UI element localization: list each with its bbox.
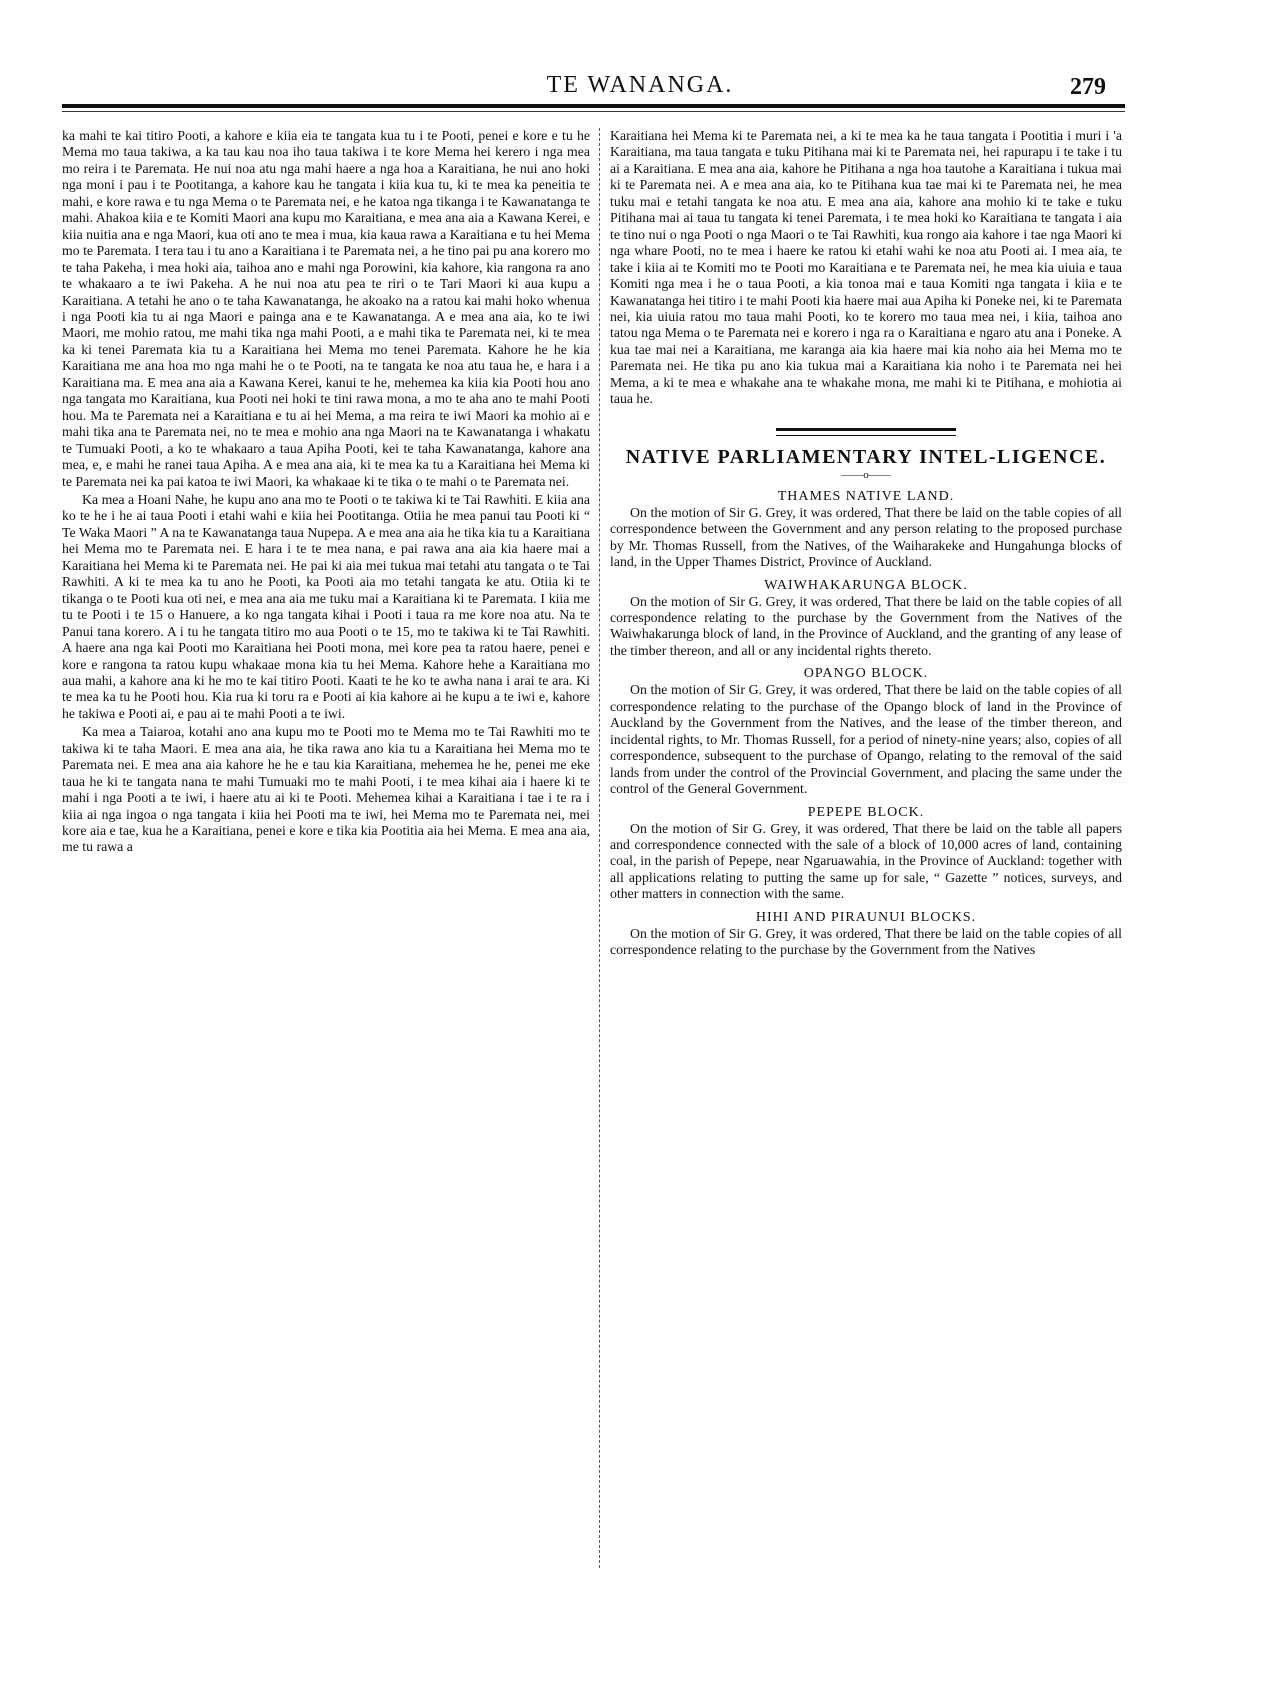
paragraph: Ka mea a Taiaroa, kotahi ano ana kupu mo te Pooti mo te Mema mo te Tai Rawhiti mo te takiwa ki te taha Maori. E mea ana aia, he tika rawa ano kia tu a Karaitiana hei Mema mo te Paremata nei. E mea ana aia kahore he he e tau kia Karaitiana, mehemea he he, penei me eke taua he ki te tangata nana te mahi Tumuaki mo te mahi Pooti, i te mea kihai aia i haere ki te mahi i nga Pooti a te iwi, i haere atu ai ki te Pooti. Mehemea kihai a Karaitiana i tae i te ra i kiia ai nga ingoa o nga tangata i kiia hei Pooti ma te iwi, hei Mema mo te Paremata nei, mei kore aia e tae, kua he a Karaitiana, penei e kore e tika kia Pootitia aia hei Mema. E mea ana aia, me tu rawa a bbox=[62, 724, 590, 855]
left-column bbox=[62, 128, 590, 856]
header-rule bbox=[62, 104, 1125, 108]
paragraph: Ka mea a Hoani Nahe, he kupu ano ana mo te Pooti o te takiwa ki te Tai Rawhiti. E kiia ana ko te he i he ai taua Pooti i etahi wahi e kiia hei Pootitanga. Otiia he mea panui tau Pooti ki “ Te Waka Maori ” A na te Kawanatanga taua Nupepa. A e mea ana aia he tika kia tu a Karaitiana hei Mema mo te Paremata nei. E hara i te te mea nana, e pai rawa ana aia kia haere mai a Karaitiana hei Mema ki te Paremata nei. He pai ki aia mei tukua mai tetahi atu tangata o te Tai Rawhiti. A ki te mea ka tu ano he Pooti, ka Pooti aia mo tetahi tangata ke atu. Otiia ki te tikanga o te Pooti kua oti nei, e mea ana aia me tuku mai a Karaitiana ki te Paremata. I kiia me tu te Pooti i te 15 o Hanuere, a ko nga tangata kihai i Pooti i taua ra me kore noa atu. Na te Panui tana korero. A i tu he tangata titiro mo aua Pooti o te 15, mo te takiwa ki te Tai Rawhiti. A haere ana nga kai Pooti mo Karaitiana hei Pooti mona, mei kore pea ta ratou haere, penei e kore e rangona ta ratou kupu whakaae mona kia tu hei Mema. Kahore hehe a Karaitiana mo aua mahi, a kahore ana ki he mo te kai titiro Pooti. Kaati te he ko te awha nana i arai te ara. Ki te mea ka tu he Pooti hou. Kia rua ki toru ra e Pooti ai kia kahore ai he kupu a te iwi e, kahore he takiwa e Pooti ai, e pau ai te mahi Pooti a te iwi. bbox=[62, 491, 590, 721]
right-column bbox=[610, 128, 1122, 959]
subheading: THAMES NATIVE LAND. bbox=[777, 488, 955, 504]
paragraph: On the motion of Sir G. Grey, it was ordered, That there be laid on the table copies of all correspondence relating to the purchase by the Government from the Natives bbox=[610, 925, 1122, 958]
paragraph: Karaitiana hei Mema ki te Paremata nei, a ki te mea ka he taua tangata i Pootitia i muri i 'a Karaitiana, ma taua tangata e tuku Pitihana mai ki te Paremata nei, hei rapurapu i te take i tu ai a Karaitiana. E mea ana aia, kahore he Pitihana a nga hoa tautohe a Karaitiana i tukua mai ki te Paremata nei. A e mea ana aia, ko te Pitihana kua tae mai ki te Paremata nei, he mea tuku mai e tetahi tangata ke noa atu. E mea ana aia, kahore ana mohio ki te take e tuku Pitihana mai ai taua tu tangata ki tenei Paremata, i te mea hoki ko Karaitiana te tangata i aia te tino nui o nga Pooti o nga Maori o te Tai Rawhiti, kua rongo aia kahore i tae nga Maori ki nga whare Pooti, no te mea i haere ke ratou ki etahi wahi ke noa atu Pooti ai. I mea aia, te take i kiia ai te Komiti mo te Pooti mo Karaitiana e te Paremata nei, he mea kia uiuia e taua Komiti nga mea i he o taua Pooti, a kia tonoa mai e taua Komiti nga tangata i kiia e te Kawanatanga hei titiro i te mahi Pooti kia haere mai aua Apiha ki Poneke nei, ki te Paremata nei, kia uiuia ratou mo taua mahi Pooti, ko te korero mo taua mea nei, i kiia, taihoa ano tatou nga Mema o te Paremata nei e korero i nga ra o Karaitiana e ngaro atu ana i Poneke. A kua tae mai nei a Karaitiana, me karanga aia kia haere mai kia noho aia hei Mema mo te Paremata nei. He tika pu ano kia tukua mai a Karaitiana kia noho i te Paremata nei hei Mema, a ki te mea e whakahe ana te whakahe mona, me mahi ki te Pitihana, e mohiotia ai taua he. bbox=[610, 128, 1122, 407]
subheading: HIHI AND PIRAUNUI BLOCKS. bbox=[755, 909, 977, 925]
page-number: 279 bbox=[1070, 74, 1106, 100]
paragraph: On the motion of Sir G. Grey, it was ordered, That there be laid on the table all papers and correspondence connected with the sale of a block of 10,000 acres of land, containing coal, in the parish of Pepepe, near Ngaruawahia, in the Province of Auckland: together with all applications relating to putting the same up for sale, “ Gazette ” notices, surveys, and other matters in connection with the same. bbox=[610, 820, 1122, 902]
subheading: OPANGO BLOCK. bbox=[803, 666, 929, 682]
masthead-title: TE WANANGA. bbox=[546, 72, 734, 98]
header-rule-thin bbox=[62, 111, 1125, 112]
paragraph: On the motion of Sir G. Grey, it was ordered, That there be laid on the table copies of all correspondence relating to the purchase by the Government from the Natives of the Waiwhakarunga block of land, in the Province of Auckland, and the granting of any lease of the timber thereon, and all or any incidental rights thereto. bbox=[610, 593, 1122, 658]
subheading: PEPEPE BLOCK. bbox=[807, 804, 925, 820]
subheading: WAIWHAKARUNGA BLOCK. bbox=[764, 577, 968, 593]
paragraph: On the motion of Sir G. Grey, it was ordered, That there be laid on the table copies of all correspondence relating to the purchase of the Opango block of land in the Province of Auckland by the Government from the Natives, and the lease of the timber thereon, and incidental rights, to Mr. Thomas Russell, for a period of ninety-nine years; also, copies of all correspondence, subsequent to the purchase of Opango, relating to the removal of the said lands from under the control of the Provincial Government, and placing the same under the control of the General Government. bbox=[610, 682, 1122, 797]
section-heading: NATIVE PARLIAMENTARY INTEL-LIGENCE. bbox=[625, 445, 1107, 468]
section-rule bbox=[776, 428, 956, 436]
paragraph: On the motion of Sir G. Grey, it was ordered, That there be laid on the table copies of all correspondence between the Government and any person relating to the proposed purchase by Mr. Thomas Russell, from the Natives, of the Waiharakeke and Hungahunga blocks of land, in the Upper Thames District, Province of Auckland. bbox=[610, 504, 1122, 570]
column-divider bbox=[599, 128, 600, 1568]
ornament: ——o—— bbox=[841, 468, 891, 481]
paragraph: ka mahi te kai titiro Pooti, a kahore e kiia eia te tangata kua tu i te Pooti, penei e kore e tu he Mema mo taua takiwa, a ka tau kau noa iho taua takiwa i te kore Mema hei kerero i nga mea mo reira i te Paremata. He nui noa atu nga mahi haere a nga hoa a Karaitiana, he nui ano hoki nga moni i pau i te Pootitanga, a kahore kau he tangata i kiia kua tu, ki te mea ka peneitia te mahi, e kore rawa e tu nga Mema o te Paremata nei, e he katoa nga tikanga i te Kawanatanga te mahi. Ahakoa kiia e te Komiti Maori ana kupu mo Karaitiana, e mea ana aia a Kawana Kerei, e kiia nuitia ana e nga Maori, kua oti ano te mea i mua, kia kaua rawa a Karaitiana e tu hei Mema mo te Paremata. I tera tau i tu ano a Karaitiana i te Paremata nei, a he tino pai pu ana korero mo te taha Pakeha, i mea hoki aia, taihoa ano e mahi nga Porowini, kia kahore, kia rangona ra ano te whakaaro a te iwi Pakeha. A he nui noa atu pea te riri o te Tari Maori ki aua kupu a Karaitiana. A tetahi he ano o te taha Kawanatanga, he akoako na a ratou kai mahi hoko whenua i nga Pooti kia tu ai nga Maori e painga ana e te Kawanatanga. A e mea ana aia, ko te iwi Maori, me mohio ratou, me mahi tika nga mahi Pooti, a e mahi tika te Paremata nei, ki te mea ka ki tenei Paremata kia tu a Karaitiana hei Mema mo tenei Paremata. Kahore he he kia Karaitiana me ana hoa mo nga mahi he o te Pooti, na te tangata ke noa atu taua he, e hara i a Karaitiana ma. E mea ana aia a Kawana Kerei, kanui te he, mehemea ka kiia kia Pooti hou ano nga tangata mo Karaitiana, kua Pooti nei hoki te tini rawa mona, a mo te aha ano te mahi Pooti hou. Ma te Paremata nei a Karaitiana e tu ai hei Mema, a ma reira te iwi Maori ka mohio ai e mahi tika ana te Paremata nei, no te mea e mohio ana nga Maori na te Kawanatanga i whakatu te Tumuaki Pooti, a ko te whakaaro a taua Apiha Pooti, kei te taha Kawanatanga, kahore ana mea, e, e mahi he ranei taua Apiha. A e mea ana aia, ki te mea ka tu a Karaitiana hei Mema ki te Paremata nei ka pai katoa te iwi Maori, ka whakaae ki te tika o te mahi o te Paremata nei. bbox=[62, 128, 590, 489]
